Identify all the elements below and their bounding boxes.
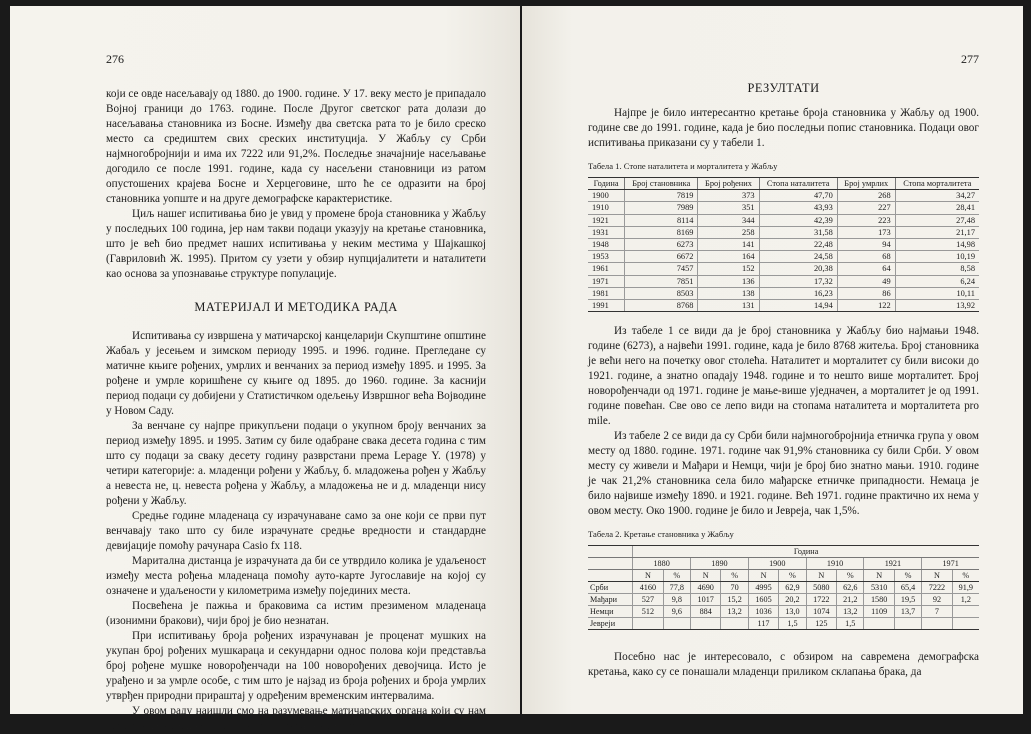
intro-paragraph-2: Циљ нашег испитивања био је увид у промене броја становника у Жабљу у последњих 100 година, јер нам такви подаци указују на кретање становника, што је већ био предмет наших испитивања у неким местима у Шајкашкој (Гавриловић Ж. 1995). Притом су узети у обзир нупцијалитети и наталитети као основа за упознавање структуре популације. [106,208,486,280]
table-2-cell: 13,0 [779,606,806,618]
table-2-count-header: N [691,570,721,582]
table-2-row [588,582,979,594]
table-2-row [588,594,979,606]
table-2-cell: 62,9 [779,582,806,594]
table-2-cell: 77,8 [663,582,690,594]
table-2-count-header: N [864,570,894,582]
results-intro-paragraph: Најпре је било интересантно кретање броја становника у Жабљу од 1900. године све до 1991. године, када је био последњи попис становника. Подаци овог испитивања приказани су у табели 1. [588,107,979,149]
table-1-header-row [588,178,979,190]
page-number-left: 276 [106,52,124,66]
table-2-cell [952,618,979,630]
table-1-cell: 6273 [625,239,698,251]
table-2-cell: 512 [633,606,663,618]
table-1-cell: 34,27 [895,190,979,202]
table-2-year-header: 1921 [864,558,922,570]
table-2-row-label: Срби [588,582,633,594]
table-2-cell: 4160 [633,582,663,594]
table-2-cell: 884 [691,606,721,618]
table-1-cell: 164 [698,251,759,263]
table-1-cell: 141 [698,239,759,251]
table-2-cell: 15,2 [721,594,748,606]
table-2-percent-header: % [837,570,864,582]
table-2-cell: 70 [721,582,748,594]
table-2-cell: 1605 [748,594,778,606]
table-1-cell: 351 [698,202,759,214]
table-2-percent-header: % [894,570,921,582]
table-1-cell: 1981 [588,287,625,299]
table-1-row [588,275,979,287]
table-1-cell: 1931 [588,226,625,238]
table-2-cell: 9,8 [663,594,690,606]
table-1-cell: 86 [837,287,895,299]
table-1-cell: 173 [837,226,895,238]
table-2 [588,545,979,630]
table-2-cell: 527 [633,594,663,606]
table-2-cell: 1109 [864,606,894,618]
table-2-year-header: 1971 [922,558,979,570]
table-2-cell: 117 [748,618,778,630]
table-1-cell: 42,39 [759,214,837,226]
table-2-cell: 7 [922,606,952,618]
method-paragraph-1: Испитивања су извршена у матичарској канцеларији Скупштине општине Жабаљ у јесењем и зимском периоду 1995. и 1996. године. Прегледане су матичне књиге рођених, умрлих и венчаних за период између 1895. и 1995. За рођене и умрле коришћене су књиге од 1895. до 1960. године. За каснији период подаци су добијени у Статистичком одељењу Извршног већа Војводине у Новом Саду. [106,330,486,417]
table-1-cell: 1971 [588,275,625,287]
table-2-year-header: 1900 [748,558,806,570]
table-1-row [588,202,979,214]
table-1-cell: 268 [837,190,895,202]
table-1-cell: 94 [837,239,895,251]
table-1-cell: 1900 [588,190,625,202]
table-1-cell: 344 [698,214,759,226]
method-paragraph-4: Маритална дистанца је израчуната да би се утврдило колика је удаљеност између места рођења младенаца помоћу ауто-карте Југославије на којој су означене и удаљености у километрима између појединих места. [106,555,486,597]
table-1-cell: 6,24 [895,275,979,287]
table-2-cell: 4995 [748,582,778,594]
table-2-cell [691,618,721,630]
table-2-cell: 1074 [806,606,836,618]
table-2-cell: 7222 [922,582,952,594]
table-2-caption: Табела 2. Кретање становника у Жабљу [588,529,734,540]
table-2-count-header: N [806,570,836,582]
table-1-header-cell: Број умрлих [837,178,895,190]
right-page [522,6,1023,714]
table-1-cell: 152 [698,263,759,275]
table-2-cell: 62,6 [837,582,864,594]
table-1-cell: 49 [837,275,895,287]
intro-paragraph-1: који се овде насељавају од 1880. до 1900. године. У 17. веку место је припадало Војној граници до 1763. године. После Другог светског рата долази до насељавања становника из Босне. Између два светска рата то је било среско место са средиштем свих среских институција. У Жабљу су Срби најмногобројнији и има их 7222 или 91,2%. Последње значајније насељавање догодило се после 1991. године, када су насељени становници из ратом опустошених крајева Босне и Херцеговине, што ће се одразити на број становника уопште и на друге демографске карактеристике. [106,88,486,205]
table-1-cell: 10,19 [895,251,979,263]
table-2-cell: 13,7 [894,606,921,618]
results-paragraph-1: Из табеле 1 се види да је број становника у Жабљу био најмањи 1948. године (6273), а највећи 1991. године, када је било 8768 житеља. Број становника је већи него на почетку овог столећа. Наталитет и морталитет су били високи до 1921. године, а знатно опадају 1948. године и то нешто више морталитет. Број новорођенчади од 1971. године је мање-више уједначен, а морталитет је од 1991. године повећан. Све ово се лепо види на стопама наталитета и морталитета pro mile. [588,325,979,428]
method-paragraph-3: Средње године младенаца су израчунаване само за оне који се први пут венчавају тако што су биле израчунате средње вредности и стандардне девијације помоћу рачунара Casio fx 118. [106,510,486,552]
table-1-row [588,239,979,251]
table-2-percent-header: % [663,570,690,582]
page-number-right: 277 [961,52,979,66]
table-1-cell: 7819 [625,190,698,202]
table-1-cell: 131 [698,300,759,312]
table-1-row [588,287,979,299]
table-1-cell: 1961 [588,263,625,275]
table-1-cell: 122 [837,300,895,312]
table-2-row [588,606,979,618]
table-2-cell: 21,2 [837,594,864,606]
table-1-cell: 22,48 [759,239,837,251]
table-2-cell: 20,2 [779,594,806,606]
closing-paragraph: Посебно нас је интересовало, с обзиром на савремена демографска кретања, како су се понашали младенци приликом склапања брака, да [588,651,979,679]
method-paragraph-6: При испитивању броја рођених израчунаван је проценат мушких на укупан број рођених мушкараца и секундарни однос полова који представља број рођене мушке новорођенчади на 100 новорођених девојчица. Исто је урађено и за умрле особе, с тим што је најзад из броја рођених и броја умрлих утврђен природни прираштај у одређеним временским интервалима. [106,630,486,702]
table-1-cell: 47,70 [759,190,837,202]
table-2-cell [663,618,690,630]
table-1-cell: 138 [698,287,759,299]
table-2-cell: 13,2 [837,606,864,618]
table-2-cell [721,618,748,630]
method-paragraph-5: Посвећена је пажња и браковима са истим презименом младенаца (изонимни бракови), чији број је био незнатан. [106,600,486,627]
table-2-cell: 1580 [864,594,894,606]
table-2-cell: 1,5 [779,618,806,630]
table-1-cell: 17,32 [759,275,837,287]
table-1-cell: 21,17 [895,226,979,238]
table-1-cell: 8,58 [895,263,979,275]
method-paragraph-7: У овом раду наишли смо на разумевање матичарских органа који су нам помогли да успешније остваримо постављени задатак. [106,705,486,732]
table-1-cell: 27,48 [895,214,979,226]
table-2-cell: 1036 [748,606,778,618]
table-2-cell: 92 [922,594,952,606]
method-paragraph-2: За венчане су најпре прикупљени подаци о укупном броју венчаних за период између 1895. и 1995. Затим су биле одабране свака десета година с тим што су подаци за сваку десету годину разврстани према Lepage Y. (1978) у четири категорије: а. младенци рођени у Жабљу, б. младожења рођен у Жабљу а невеста не, ц. невеста рођена у Жабљу, а младожења не и д. младенци нису рођени у Жабљу. [106,420,486,507]
table-1-cell: 1953 [588,251,625,263]
table-2-cell: 1722 [806,594,836,606]
table-2-year-header: 1890 [691,558,749,570]
table-1-cell: 43,93 [759,202,837,214]
table-2-cell [922,618,952,630]
table-1-cell: 223 [837,214,895,226]
table-1-row [588,190,979,202]
table-2-year-header: 1880 [633,558,691,570]
table-2-cell: 1,5 [837,618,864,630]
table-2-percent-header: % [952,570,979,582]
table-2-cell: 4690 [691,582,721,594]
table-1-row [588,214,979,226]
table-2-count-header: N [922,570,952,582]
table-2-cell [894,618,921,630]
table-1-cell: 7989 [625,202,698,214]
table-1-cell: 31,58 [759,226,837,238]
table-2-cell: 5310 [864,582,894,594]
table-1-cell: 136 [698,275,759,287]
table-2-cell: 125 [806,618,836,630]
table-2-corner-cell [588,546,633,558]
table-2-percent-header: % [779,570,806,582]
table-1-cell: 24,58 [759,251,837,263]
table-1-cell: 7851 [625,275,698,287]
table-2-cell: 9,6 [663,606,690,618]
table-1-row [588,300,979,312]
table-1-header-cell: Број рођених [698,178,759,190]
table-2-cell: 13,2 [721,606,748,618]
table-1-cell: 68 [837,251,895,263]
table-1-cell: 14,94 [759,300,837,312]
table-2-cell: 1017 [691,594,721,606]
table-2-cell: 19,5 [894,594,921,606]
table-2-cell [952,606,979,618]
table-1-caption: Табела 1. Стопе наталитета и морталитета у Жабљу [588,161,778,171]
table-1-cell: 7457 [625,263,698,275]
table-1-header-cell: Стопа наталитета [759,178,837,190]
table-1-header-cell: Број становника [625,178,698,190]
table-2-cell: 1,2 [952,594,979,606]
table-2-cell: 65,4 [894,582,921,594]
table-2-cell: 91,9 [952,582,979,594]
table-1-row [588,251,979,263]
table-1-cell: 8114 [625,214,698,226]
table-2-row-label: Немци [588,606,633,618]
table-1-cell: 1948 [588,239,625,251]
table-2-percent-header: % [721,570,748,582]
table-1-cell: 14,98 [895,239,979,251]
table-1-header-cell: Стопа морталитета [895,178,979,190]
table-1-cell: 1910 [588,202,625,214]
table-2-cell [633,618,663,630]
table-1-cell: 1921 [588,214,625,226]
table-1-header-cell: Година [588,178,625,190]
table-1-cell: 10,11 [895,287,979,299]
table-1-cell: 373 [698,190,759,202]
table-1-cell: 1991 [588,300,625,312]
table-2-row [588,618,979,630]
table-1-row [588,226,979,238]
results-paragraph-2: Из табеле 2 се види да су Срби били најмногобројнија етничка група у овом месту од 1880. године. 1971. године чак 91,9% становника су били Срби. У овом месту су живели и Мађари и Немци, чији је број био знатно мањи. 1910. године је чак 21,2% становника села било мађарске етничке припадности. Немаца је било највише између 1890. и 1921. године. Већ 1971. године практично их нема у овом месту. Око 1900. године је било и Јевреја, чак 1,5%. [588,430,979,518]
table-2-year-header: 1910 [806,558,864,570]
table-2-cell: 5080 [806,582,836,594]
table-2-row-label: Мађари [588,594,633,606]
table-2-row-label: Јевреји [588,618,633,630]
table-1-row [588,263,979,275]
table-2-count-header: N [748,570,778,582]
table-1-cell: 13,92 [895,300,979,312]
table-1-cell: 8503 [625,287,698,299]
table-1-cell: 20,38 [759,263,837,275]
table-1-cell: 16,23 [759,287,837,299]
table-1-cell: 8169 [625,226,698,238]
section-title-results: РЕЗУЛТАТИ [747,81,820,95]
table-1-cell: 258 [698,226,759,238]
section-title-methods: МАТЕРИЈАЛ И МЕТОДИКА РАДА [194,300,398,314]
table-2-count-header: N [633,570,663,582]
table-2-cell [864,618,894,630]
table-1-cell: 8768 [625,300,698,312]
table-1-cell: 28,41 [895,202,979,214]
left-page [10,6,520,732]
table-1-cell: 64 [837,263,895,275]
table-1-cell: 227 [837,202,895,214]
table-1-cell: 6672 [625,251,698,263]
table-2-group-header: Година [633,546,979,558]
table-1 [588,177,979,312]
